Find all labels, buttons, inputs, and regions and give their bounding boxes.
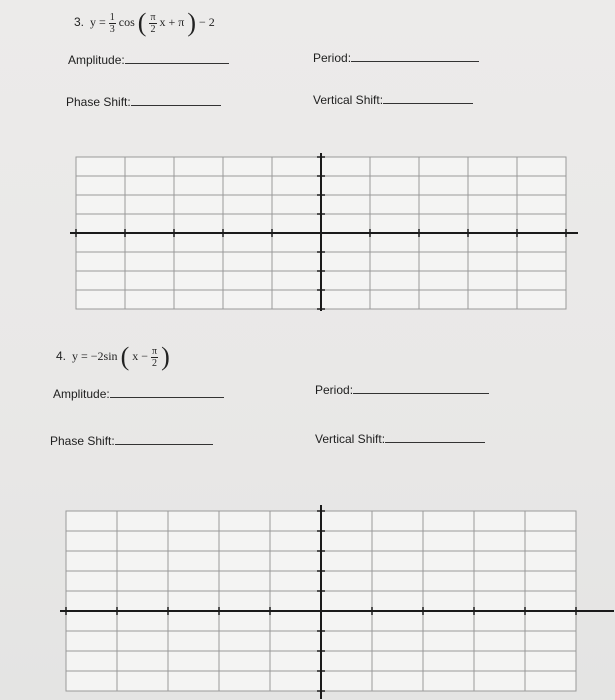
problem4-phase-label: Phase Shift: xyxy=(50,434,115,448)
problem3-phase-shift xyxy=(66,95,221,109)
problem3-phase-label: Phase Shift: xyxy=(66,95,131,109)
problem4-arg-den: 2 xyxy=(152,357,158,369)
problem3-amplitude-label: Amplitude: xyxy=(68,53,125,67)
problem3-amplitude xyxy=(68,53,229,67)
problem3-arg-rest: x + π xyxy=(159,14,185,29)
problem3-coef-fraction xyxy=(109,12,116,35)
problem3-arg-fraction xyxy=(149,12,156,35)
problem4-vertical-shift xyxy=(315,432,485,446)
problem4-graph-grid[interactable] xyxy=(58,505,615,700)
problem4-phase-shift xyxy=(50,434,213,448)
problem4-period xyxy=(315,383,489,397)
problem3-func: cos xyxy=(118,14,135,29)
problem4-period-label: Period: xyxy=(315,383,354,397)
problem3-suffix: − 2 xyxy=(199,14,215,29)
problem4-number: 4. xyxy=(56,348,67,363)
problem3-period-blank[interactable] xyxy=(351,51,479,62)
problem3-phase-blank[interactable] xyxy=(131,95,221,106)
problem4-arg-num: π xyxy=(152,345,158,357)
problem4-amplitude-label: Amplitude: xyxy=(53,387,110,401)
problem3-coef-num: 1 xyxy=(109,11,115,23)
problem3-arg-num: π xyxy=(150,11,156,23)
problem4-arg-fraction xyxy=(151,346,158,369)
problem4-period-blank[interactable] xyxy=(353,383,489,394)
problem3-vertical-shift xyxy=(313,93,473,107)
problem4-phase-blank[interactable] xyxy=(115,434,213,445)
problem4-vertical-label: Vertical Shift: xyxy=(315,432,386,446)
problem4-amplitude xyxy=(53,387,224,401)
problem4-open-paren: ( xyxy=(120,342,130,371)
problem3-vertical-label: Vertical Shift: xyxy=(313,93,384,107)
problem4-vertical-blank[interactable] xyxy=(385,432,485,443)
problem3-graph-grid[interactable] xyxy=(70,153,580,313)
problem4-amplitude-blank[interactable] xyxy=(110,387,224,398)
problem3-period-label: Period: xyxy=(313,51,352,65)
problem3-close-paren: ) xyxy=(187,8,197,37)
problem3-amplitude-blank[interactable] xyxy=(125,53,229,64)
problem3-eq-prefix: y = xyxy=(90,14,109,29)
problem3-equation xyxy=(74,8,215,38)
problem4-arg-lead: x − xyxy=(132,348,152,363)
problem3-number: 3. xyxy=(74,14,85,29)
problem4-eq-prefix: y = −2sin xyxy=(72,348,118,363)
problem3-period xyxy=(313,51,479,65)
problem3-vertical-blank[interactable] xyxy=(383,93,473,104)
problem3-open-paren: ( xyxy=(137,8,147,37)
problem4-close-paren: ) xyxy=(161,342,170,371)
problem3-coef-den: 3 xyxy=(109,23,115,35)
problem4-equation xyxy=(56,342,170,372)
problem3-arg-den: 2 xyxy=(150,23,156,35)
